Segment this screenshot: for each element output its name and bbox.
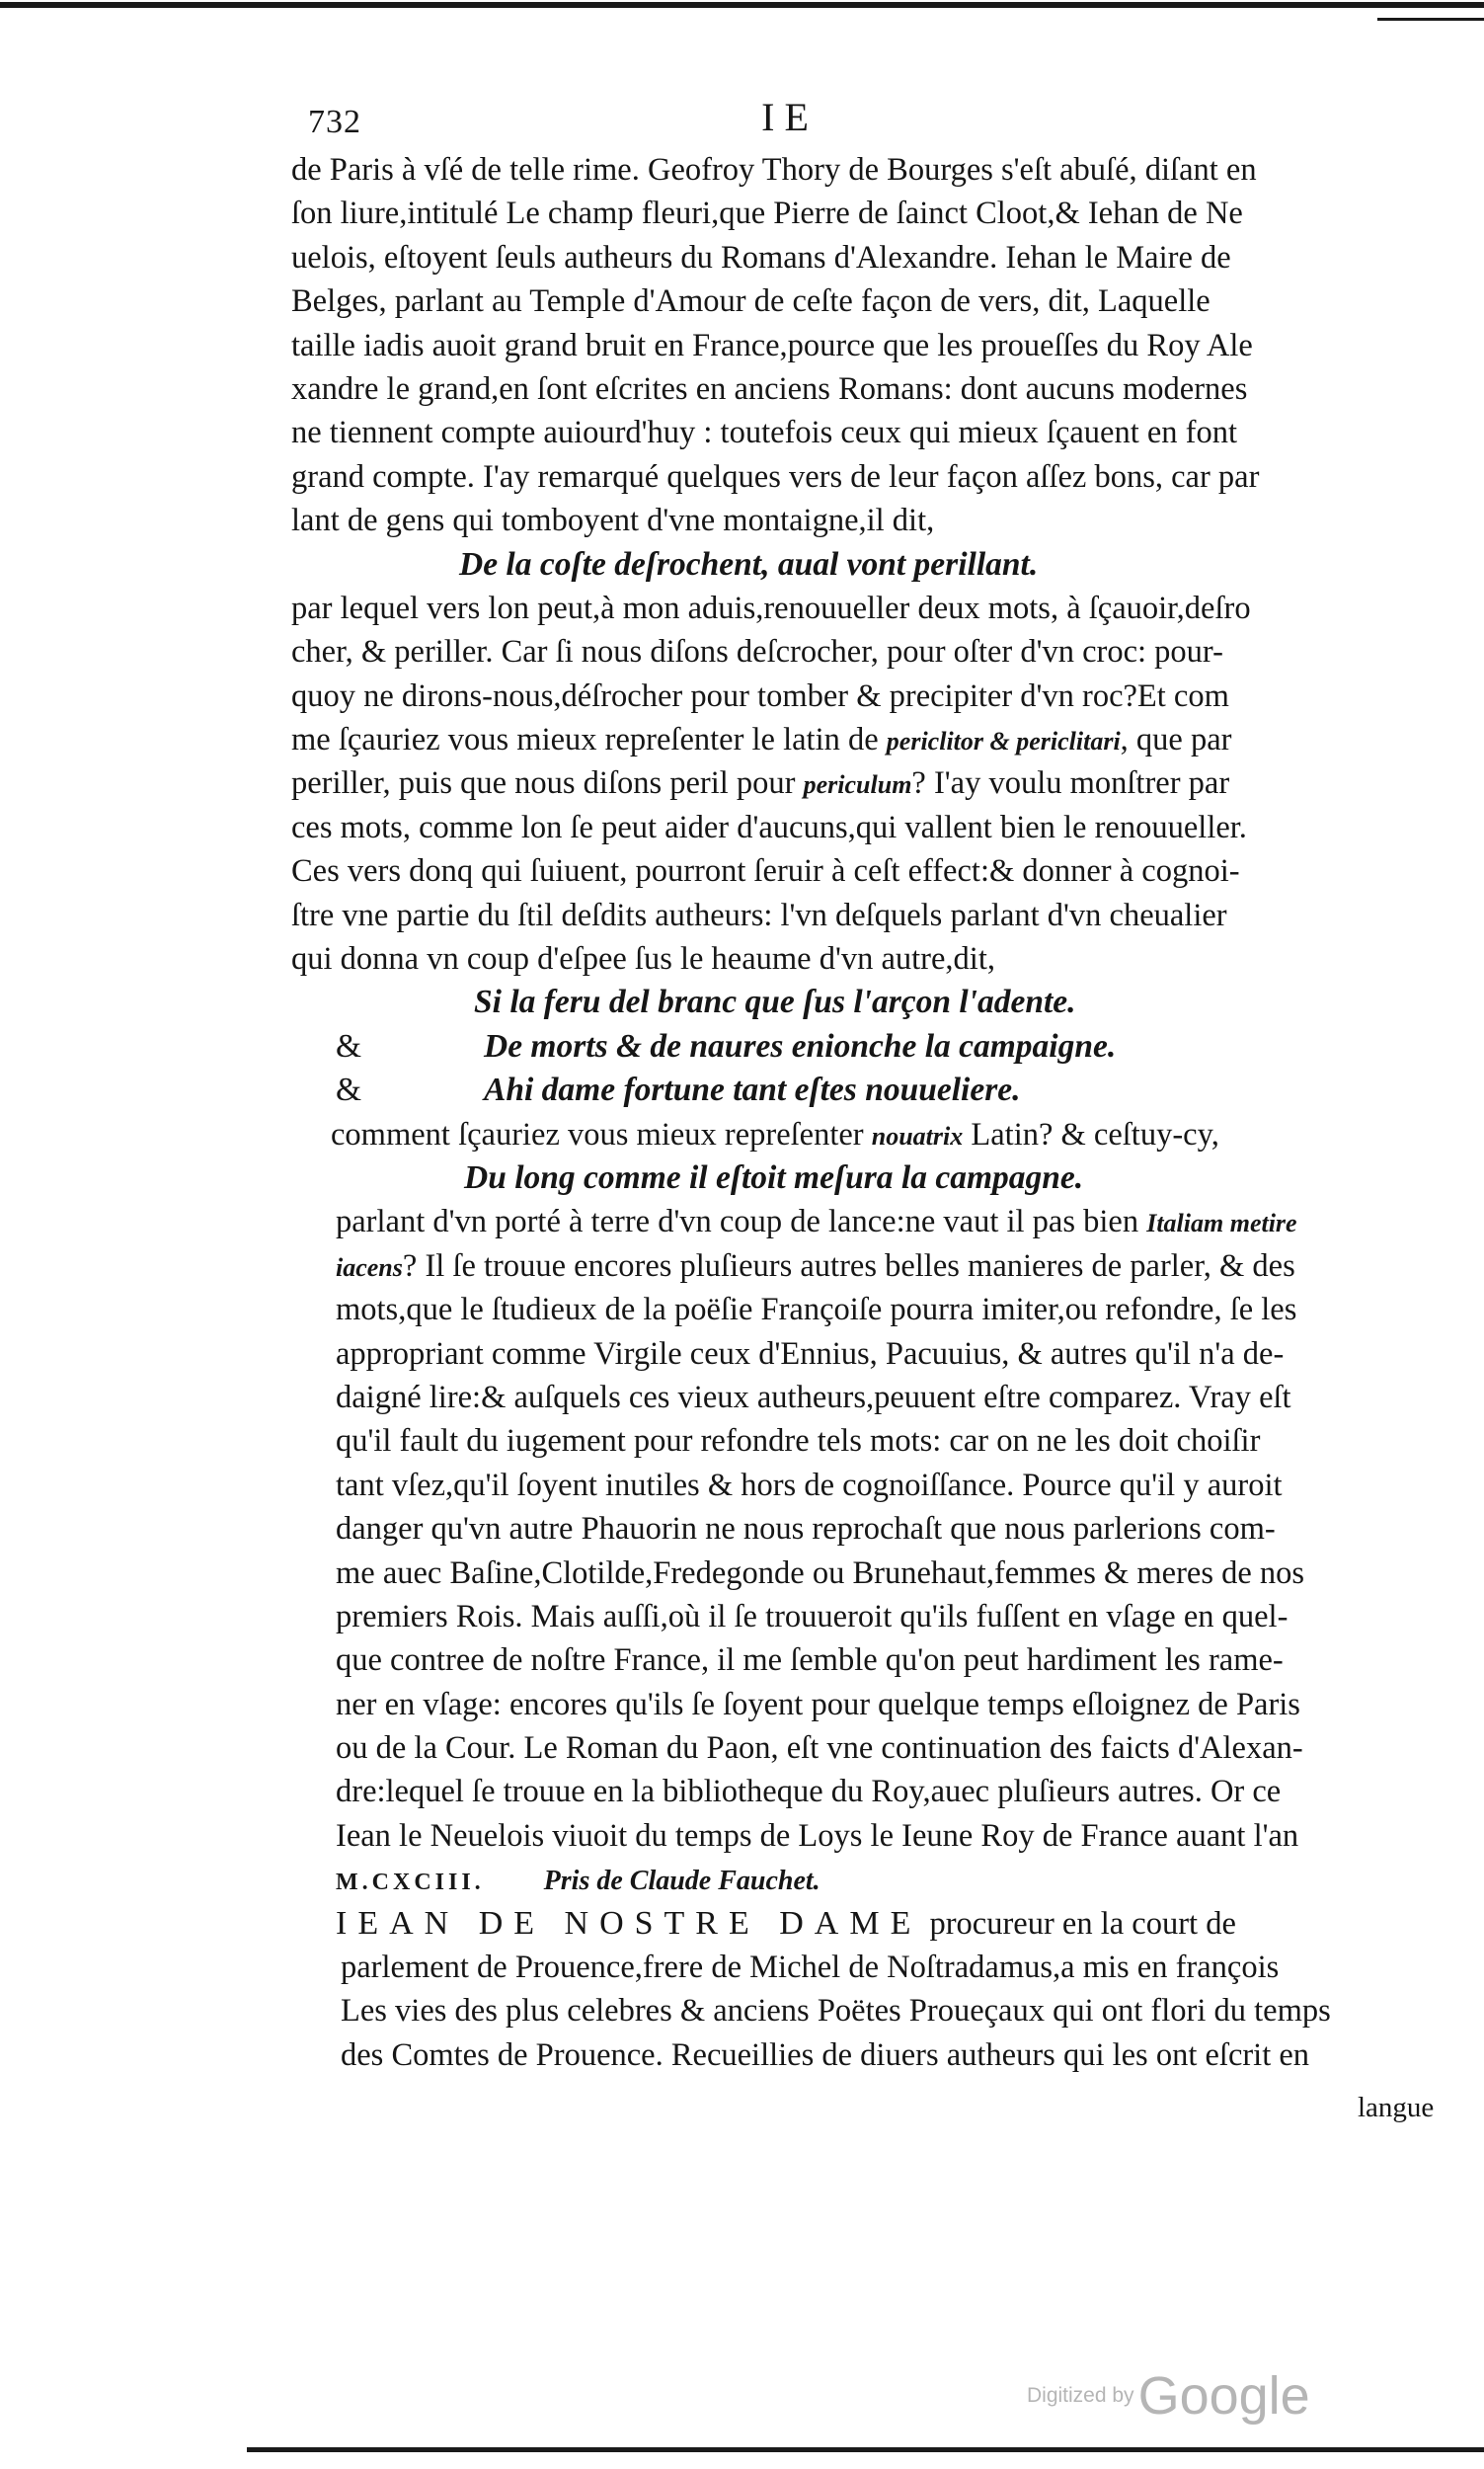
text-line: mots,que le ſtudieux de la poëſie Françoiſe pourra imiter,ou refondre, ſe les [336,1292,1297,1328]
bottom-rule [247,2447,1484,2452]
ampersand: & [336,1072,362,1109]
year-numeral: M.CXCIII. [336,1870,485,1896]
text-line-latin [291,1244,1471,1288]
text-line: de Paris à vſé de telle rime. Geofroy Thory de Bourges s'eſt abuſé, diſant en [291,152,1257,188]
page-body [291,148,1471,2077]
text-line: xandre le grand,en ſont eſcrites en anciens Romans: dont aucuns modernes [291,370,1248,407]
text-segment: ? I'ay voulu monſtrer par [911,765,1230,802]
text-line: que contree de noſtre France, il me ſemble qu'on peut hardiment les rame- [336,1642,1284,1679]
text-line: premiers Rois. Mais auſſi,où il ſe trouueroit qu'ils fuſſent en vſage en quel- [336,1598,1289,1634]
text-line: uelois, eſtoyent ſeuls autheurs du Romans d'Alexandre. Iehan le Maire de [291,239,1231,276]
text-line: ou de la Cour. Le Roman du Paon, eſt vne continuation des faicts d'Alexan- [336,1730,1303,1767]
text-line: Iean le Neuelois viuoit du temps de Loys le Ieune Roy de France auant l'an [336,1817,1299,1854]
text-line-latin [291,718,1471,761]
text-line: ſon liure,intitulé Le champ fleuri,que Pierre de ſainct Cloot,& Iehan de Ne [291,196,1243,232]
entry-heading-line [291,1902,1471,1946]
text-line: appropriant comme Virgile ceux d'Ennius, Pacuuius, & autres qu'il n'a de- [336,1335,1285,1372]
text-line: cher, & periller. Car ſi nous diſons deſcrocher, pour oſter d'vn croc: pour- [291,634,1223,671]
text-line: Les vies des plus celebres & anciens Poëtes Proueçaux qui ont flori du temps [341,1993,1331,2030]
text-line: ne tiennent compte auiourd'huy : toutefois ceux qui mieux ſçauent en font [291,415,1238,451]
text-segment: me ſçauriez vous mieux repreſenter le latin de [291,722,887,758]
latin-term: iacens [336,1252,403,1282]
text-line: Belges, parlant au Temple d'Amour de ceſte façon de vers, dit, Laquelle [291,283,1211,320]
digitized-watermark [1027,2365,1310,2427]
text-line: dre:lequel ſe trouue en la bibliotheque du Roy,auec pluſieurs autres. Or ce [336,1774,1282,1810]
running-head: IE [761,95,819,139]
verse-text: Ahi dame fortune tant eſtes nouueliere. [484,1072,1021,1109]
text-line: danger qu'vn autre Phauorin ne nous reprochaſt que nous parlerions com- [336,1511,1276,1548]
verse-line-amp [291,1025,1471,1069]
text-line: des Comtes de Prouence. Recueillies de diuers autheurs qui les ont eſcrit en [341,2036,1310,2073]
text-line: Ces vers donq qui ſuiuent, pourront ſeruir à ceſt effect:& donner à cognoi- [291,853,1240,890]
verse-text: De morts & de naures enionche la campaigne. [484,1027,1117,1065]
text-line: ner en vſage: encores qu'ils ſe ſoyent pour quelque temps eſloignez de Paris [336,1686,1300,1722]
text-line: ces mots, comme lon ſe peut aider d'aucuns,qui vallent bien le renouueller. [291,809,1247,845]
text-line: grand compte. I'ay remarqué quelques vers de leur façon aſſez bons, car par [291,458,1260,495]
text-line: parlement de Prouence,frere de Michel de Noſtradamus,a mis en françois [341,1950,1280,1986]
google-logo: Google [1137,2366,1310,2426]
top-rule [0,2,1484,8]
page-number: 732 [308,104,361,140]
text-line: qu'il fault du iugement pour refondre tels mots: car on ne les doit choiſir [336,1423,1261,1460]
verse-line: Du long comme il eſtoit meſura la campagne. [464,1158,1084,1196]
watermark-prefix: Digitized by [1027,2384,1134,2407]
text-segment: comment ſçauriez vous mieux repreſenter [331,1116,872,1153]
latin-term: nouatrix [871,1121,964,1151]
ampersand: & [336,1027,362,1065]
text-line-latin [291,1113,1471,1156]
text-line: lant de gens qui tomboyent d'vne montaigne,il dit, [291,503,935,539]
top-rule-tail [1377,18,1484,21]
text-segment: Latin? & ceſtuy-cy, [963,1116,1219,1153]
text-line-latin [291,761,1471,805]
text-segment: procureur en la court de [921,1905,1236,1942]
text-segment: ? Il ſe trouue encores pluſieurs autres belles manieres de parler, & des [402,1247,1295,1284]
latin-term: periculum [803,770,912,800]
text-line: tant vſez,qu'il ſoyent inutiles & hors de cognoiſſance. Pource qu'il y auroit [336,1467,1283,1503]
text-segment: , que par [1120,722,1232,758]
verse-line-amp [291,1069,1471,1112]
text-line: taille iadis auoit grand bruit en France,pource que les proueſſes du Roy Ale [291,327,1253,363]
text-line: ſtre vne partie du ſtil deſdits autheurs: l'vn deſquels parlant d'vn cheualier [291,897,1227,933]
text-line: par lequel vers lon peut,à mon aduis,renouueller deux mots, à ſçauoir,deſro [291,590,1251,626]
source-line [291,1858,1471,1901]
text-line: daigné lire:& auſquels ces vieux autheurs,peuuent eſtre comparez. Vray eſt [336,1379,1291,1415]
catchword: langue [1358,2092,1435,2123]
text-segment: periller, puis que nous diſons peril pour [291,765,804,802]
text-line-latin [291,1200,1471,1243]
latin-term: Italiam metire [1146,1209,1297,1238]
page-header [0,94,1484,153]
text-segment: parlant d'vn porté à terre d'vn coup de lance:ne vaut il pas bien [336,1204,1147,1240]
verse-line: Si la feru del branc que ſus l'arçon l'adente. [474,984,1076,1021]
text-line: me auec Baſine,Clotilde,Fredegonde ou Brunehaut,femmes & meres de nos [336,1554,1305,1591]
text-line: quoy ne dirons-nous,déſrocher pour tomber & precipiter d'vn roc?Et com [291,677,1229,714]
verse-line: De la coſte deſrochent, aual vont perillant. [459,545,1039,583]
entry-name: IEAN DE NOSTRE DAME [336,1904,922,1942]
source-citation: Pris de Claude Fauchet. [543,1866,820,1897]
latin-term: periclitor & periclitari [886,727,1121,757]
text-line: qui donna vn coup d'eſpee ſus le heaume d'vn autre,dit, [291,941,995,978]
